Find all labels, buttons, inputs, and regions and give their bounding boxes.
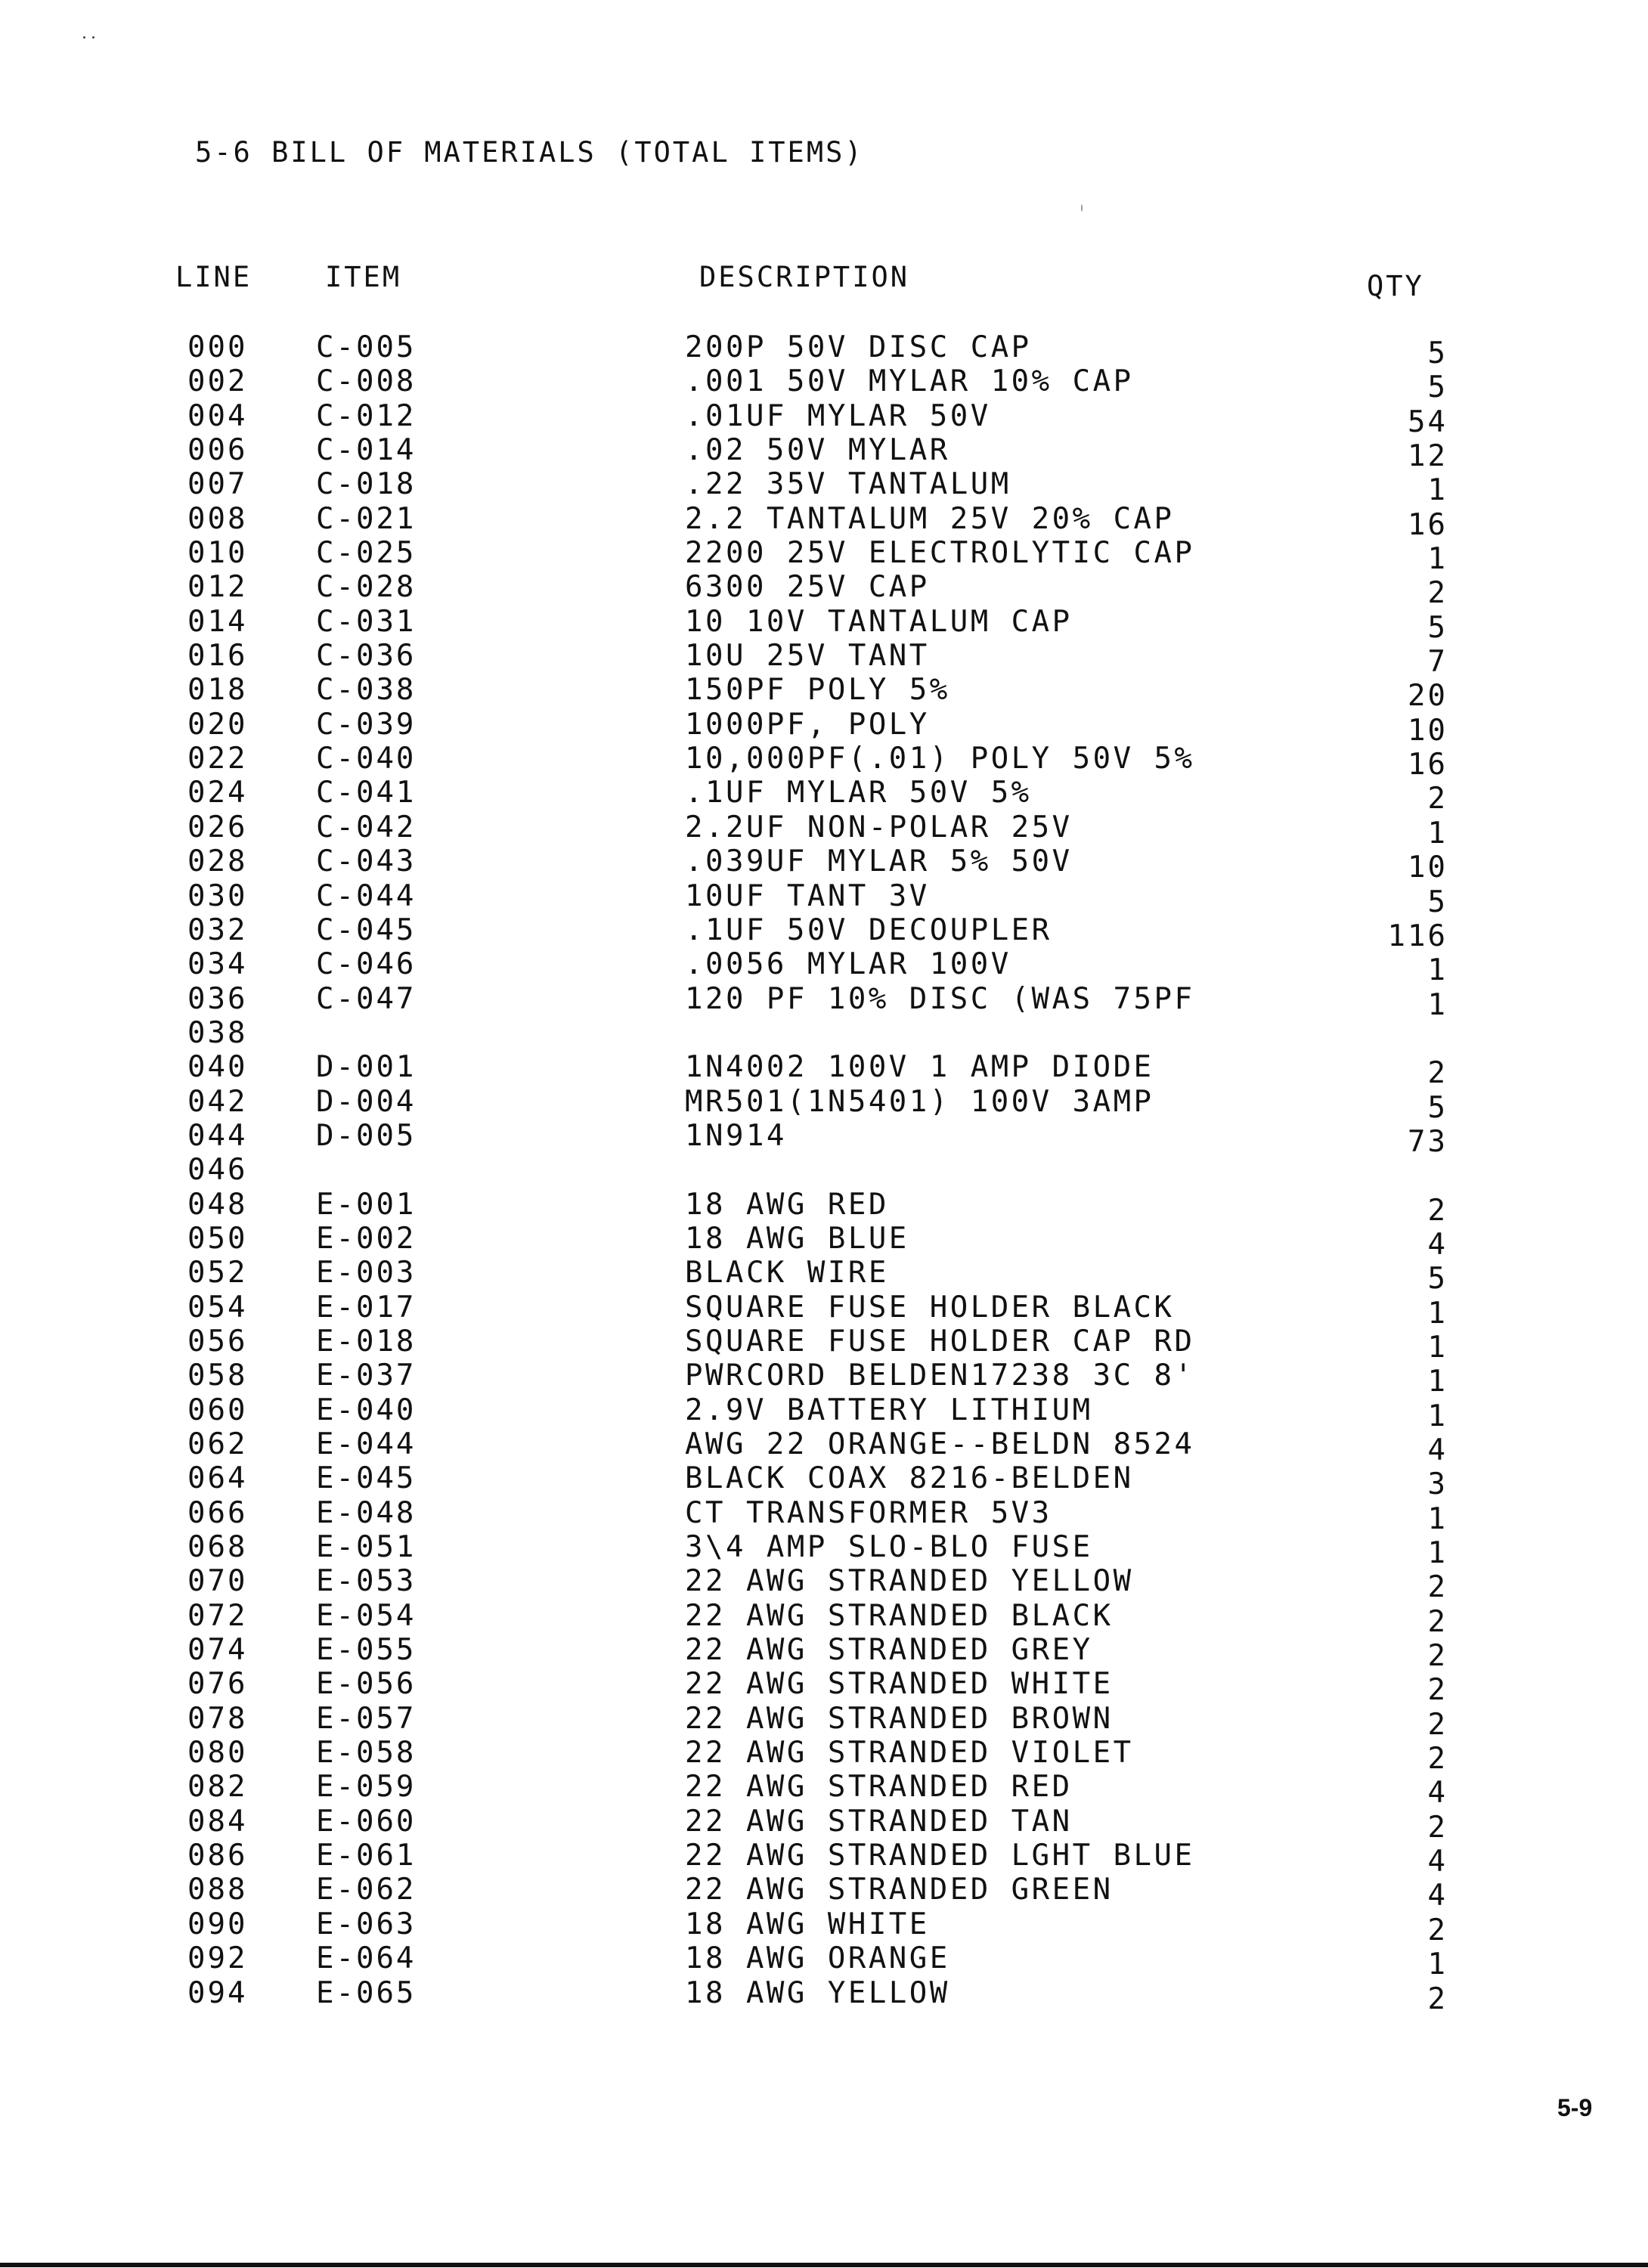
row-line-number: 054 [187,1290,248,1325]
row-description: 200P 50V DISC CAP [685,330,1032,364]
table-row [0,398,1648,439]
table-row [0,810,1648,850]
row-quantity: 1 [1427,816,1448,850]
table-row [0,707,1648,748]
row-item-code: E-003 [316,1256,417,1290]
row-line-number: 042 [187,1084,248,1119]
table-row [0,570,1648,611]
row-line-number: 072 [187,1598,248,1633]
bill-of-materials-table [0,330,1648,2016]
row-item-code: C-042 [316,810,417,844]
row-item-code: C-043 [316,844,417,879]
row-item-code: C-038 [316,673,417,708]
row-item-code: C-039 [316,707,417,742]
row-item-code: E-062 [316,1873,417,1907]
column-header-description: DESCRIPTION [699,261,910,293]
table-row [0,330,1648,370]
table-row [0,1770,1648,1811]
row-item-code: C-014 [316,433,417,468]
row-line-number: 036 [187,981,248,1016]
table-row [0,604,1648,645]
row-description: .1UF 50V DECOUPLER [685,912,1052,947]
row-item-code: E-018 [316,1324,417,1359]
row-line-number: 094 [187,1975,248,2010]
row-line-number: 024 [187,776,248,810]
row-description: BLACK WIRE [685,1256,889,1290]
row-quantity: 5 [1427,370,1448,405]
column-header-line: LINE [175,261,252,293]
row-description: .02 50V MYLAR [685,433,950,468]
row-item-code: C-018 [316,467,417,502]
row-quantity: 1 [1427,1399,1448,1433]
row-item-code: E-058 [316,1736,417,1771]
row-description: 1N4002 100V 1 AMP DIODE [685,1050,1154,1085]
row-description: SQUARE FUSE HOLDER CAP RD [685,1324,1195,1359]
row-line-number: 044 [187,1118,248,1153]
table-row [0,673,1648,714]
row-description: 6300 25V CAP [685,570,930,605]
row-line-number: 046 [187,1153,248,1188]
row-line-number: 032 [187,912,248,947]
table-row [0,1016,1648,1050]
row-item-code: C-036 [316,639,417,674]
row-quantity: 10 [1408,713,1448,748]
row-quantity: 16 [1408,748,1448,782]
row-quantity: 10 [1408,850,1448,885]
row-line-number: 002 [187,364,248,399]
row-description: 18 AWG RED [685,1187,889,1222]
row-quantity: 1 [1427,1947,1448,1982]
row-description: 3\4 AMP SLO-BLO FUSE [685,1530,1093,1565]
row-item-code: E-001 [316,1187,417,1222]
table-row [0,776,1648,816]
table-row [0,1701,1648,1742]
row-description: 10,000PF(.01) POLY 50V 5% [685,742,1195,776]
bottom-rule [0,2263,1648,2267]
table-row [0,1118,1648,1159]
row-description: 18 AWG YELLOW [685,1975,950,2010]
page-number: 5-9 [1557,2094,1593,2121]
row-quantity: 2 [1427,1810,1448,1845]
table-row [0,501,1648,542]
row-line-number: 086 [187,1839,248,1873]
column-header-item: ITEM [325,261,402,293]
row-line-number: 082 [187,1770,248,1805]
row-description: 22 AWG STRANDED BLACK [685,1598,1114,1633]
table-row [0,1187,1648,1228]
row-line-number: 050 [187,1221,248,1256]
table-row [0,1873,1648,1913]
table-row [0,1667,1648,1708]
row-description: 22 AWG STRANDED TAN [685,1804,1073,1839]
row-line-number: 080 [187,1736,248,1771]
table-row [0,1461,1648,1502]
row-quantity: 5 [1427,336,1448,370]
row-quantity: 1 [1427,1365,1448,1399]
row-quantity: 1 [1427,1536,1448,1571]
row-item-code: E-059 [316,1770,417,1805]
row-line-number: 090 [187,1907,248,1941]
row-line-number: 016 [187,639,248,674]
row-quantity: 16 [1408,507,1448,542]
row-description: .1UF MYLAR 50V 5% [685,776,1032,810]
row-quantity: 4 [1427,1433,1448,1467]
row-quantity: 1 [1427,1296,1448,1331]
row-description: .039UF MYLAR 5% 50V [685,844,1073,879]
row-quantity: 2 [1427,576,1448,611]
scan-speck [83,36,85,39]
row-line-number: 038 [187,1015,248,1050]
row-quantity: 73 [1408,1124,1448,1159]
table-row [0,1153,1648,1187]
column-header-qty: QTY [1367,270,1424,302]
row-quantity: 5 [1427,1262,1448,1297]
table-row [0,1393,1648,1433]
table-row [0,1290,1648,1331]
row-line-number: 004 [187,398,248,433]
row-line-number: 040 [187,1050,248,1085]
row-description: 18 AWG WHITE [685,1907,930,1941]
table-row [0,878,1648,919]
row-line-number: 048 [187,1187,248,1222]
row-quantity: 2 [1427,1604,1448,1639]
row-item-code: E-056 [316,1667,417,1702]
table-row [0,536,1648,577]
row-item-code: C-012 [316,398,417,433]
row-line-number: 007 [187,467,248,502]
row-line-number: 012 [187,570,248,605]
row-quantity: 4 [1427,1845,1448,1879]
row-item-code: C-031 [316,604,417,639]
row-line-number: 058 [187,1359,248,1393]
row-description: MR501(1N5401) 100V 3AMP [685,1084,1154,1119]
row-line-number: 052 [187,1256,248,1290]
row-line-number: 070 [187,1564,248,1599]
row-description: 120 PF 10% DISC (WAS 75PF [685,981,1195,1016]
row-description: 2.2 TANTALUM 25V 20% CAP [685,501,1175,536]
row-item-code: E-048 [316,1495,417,1530]
row-line-number: 034 [187,947,248,982]
row-description: 22 AWG STRANDED YELLOW [685,1564,1134,1599]
row-line-number: 060 [187,1393,248,1427]
row-description: PWRCORD BELDEN17238 3C 8' [685,1359,1195,1393]
table-row [0,742,1648,782]
table-row [0,1564,1648,1605]
row-line-number: 028 [187,844,248,879]
row-quantity: 2 [1427,1193,1448,1228]
row-line-number: 026 [187,810,248,844]
row-description: 1000PF, POLY [685,707,930,742]
row-line-number: 014 [187,604,248,639]
row-description: 10 10V TANTALUM CAP [685,604,1073,639]
row-quantity: 2 [1427,782,1448,816]
row-quantity: 2 [1427,1639,1448,1674]
row-quantity: 1 [1427,1501,1448,1536]
table-row [0,1975,1648,2016]
row-line-number: 088 [187,1873,248,1907]
table-row [0,1941,1648,1982]
row-line-number: 062 [187,1427,248,1461]
row-description: 22 AWG STRANDED WHITE [685,1667,1114,1702]
row-item-code: E-002 [316,1221,417,1256]
row-quantity: 2 [1427,1981,1448,2016]
row-description: 2200 25V ELECTROLYTIC CAP [685,536,1195,571]
row-line-number: 078 [187,1701,248,1736]
row-line-number: 006 [187,433,248,468]
row-description: 18 AWG BLUE [685,1221,909,1256]
row-item-code: C-008 [316,364,417,399]
row-item-code: E-057 [316,1701,417,1736]
row-description: 10U 25V TANT [685,639,930,674]
row-description: 22 AWG STRANDED LGHT BLUE [685,1839,1195,1873]
row-quantity: 4 [1427,1776,1448,1811]
row-description: 22 AWG STRANDED RED [685,1770,1073,1805]
table-row [0,947,1648,988]
row-quantity: 7 [1427,645,1448,680]
row-item-code: E-064 [316,1941,417,1976]
table-row [0,433,1648,474]
table-row [0,844,1648,885]
table-row [0,912,1648,953]
row-item-code: E-053 [316,1564,417,1599]
row-description: AWG 22 ORANGE--BELDN 8524 [685,1427,1195,1461]
row-item-code: C-047 [316,981,417,1016]
page-title: 5-6 BILL OF MATERIALS (TOTAL ITEMS) [195,136,864,169]
row-item-code: E-065 [316,1975,417,2010]
table-row [0,1633,1648,1674]
row-quantity: 116 [1387,919,1448,953]
row-quantity: 2 [1427,1056,1448,1091]
row-line-number: 084 [187,1804,248,1839]
row-item-code: E-037 [316,1359,417,1393]
row-description: .0056 MYLAR 100V [685,947,1011,982]
row-description: CT TRANSFORMER 5V3 [685,1495,1052,1530]
table-row [0,1221,1648,1262]
table-row [0,1256,1648,1297]
row-quantity: 1 [1427,987,1448,1022]
row-item-code: E-040 [316,1393,417,1427]
row-item-code: E-044 [316,1427,417,1461]
table-row [0,1839,1648,1879]
table-row [0,1324,1648,1365]
row-item-code: C-045 [316,912,417,947]
row-line-number: 008 [187,501,248,536]
row-description: .01UF MYLAR 50V [685,398,991,433]
row-quantity: 5 [1427,1090,1448,1125]
row-quantity: 2 [1427,1742,1448,1777]
row-description: 18 AWG ORANGE [685,1941,950,1976]
row-line-number: 092 [187,1941,248,1976]
row-description: 2.9V BATTERY LITHIUM [685,1393,1093,1427]
table-row [0,1598,1648,1639]
row-description: 22 AWG STRANDED GREY [685,1633,1093,1668]
row-description: 22 AWG STRANDED BROWN [685,1701,1114,1736]
row-description: 22 AWG STRANDED GREEN [685,1873,1114,1907]
row-item-code: C-028 [316,570,417,605]
row-quantity: 5 [1427,885,1448,919]
row-item-code: C-005 [316,330,417,364]
row-line-number: 068 [187,1530,248,1565]
row-item-code: E-054 [316,1598,417,1633]
row-quantity: 2 [1427,1570,1448,1605]
row-description: 150PF POLY 5% [685,673,950,708]
row-quantity: 1 [1427,473,1448,508]
row-description: 22 AWG STRANDED VIOLET [685,1736,1134,1771]
table-row [0,639,1648,680]
table-row [0,467,1648,508]
row-quantity: 2 [1427,1707,1448,1742]
row-line-number: 018 [187,673,248,708]
row-line-number: 074 [187,1633,248,1668]
row-item-code: D-001 [316,1050,417,1085]
table-row [0,1050,1648,1091]
table-row [0,1359,1648,1399]
table-row [0,1495,1648,1536]
row-item-code: D-004 [316,1084,417,1119]
row-quantity: 12 [1408,439,1448,474]
row-quantity: 3 [1427,1467,1448,1502]
row-quantity: 54 [1408,404,1448,439]
row-quantity: 4 [1427,1227,1448,1262]
row-description: .22 35V TANTALUM [685,467,1011,502]
row-line-number: 064 [187,1461,248,1496]
row-line-number: 020 [187,707,248,742]
row-line-number: 056 [187,1324,248,1359]
table-row [0,981,1648,1022]
row-line-number: 076 [187,1667,248,1702]
row-quantity: 5 [1427,610,1448,645]
row-item-code: C-044 [316,878,417,913]
scan-speck [92,36,94,39]
row-description: 10UF TANT 3V [685,878,930,913]
table-row [0,1084,1648,1125]
table-row [0,1907,1648,1947]
row-item-code: E-061 [316,1839,417,1873]
row-line-number: 030 [187,878,248,913]
row-line-number: 000 [187,330,248,364]
row-item-code: C-040 [316,742,417,776]
row-item-code: D-005 [316,1118,417,1153]
scan-speck [1081,204,1083,212]
row-item-code: E-017 [316,1290,417,1325]
table-row [0,1804,1648,1845]
table-row [0,1736,1648,1777]
row-quantity: 4 [1427,1879,1448,1913]
table-row [0,364,1648,405]
row-line-number: 066 [187,1495,248,1530]
row-description: 2.2UF NON-POLAR 25V [685,810,1073,844]
row-quantity: 1 [1427,542,1448,577]
row-description: .001 50V MYLAR 10% CAP [685,364,1134,399]
table-row [0,1427,1648,1467]
row-quantity: 1 [1427,1330,1448,1365]
row-item-code: E-063 [316,1907,417,1941]
row-item-code: C-041 [316,776,417,810]
row-item-code: C-021 [316,501,417,536]
row-line-number: 022 [187,742,248,776]
row-description: 1N914 [685,1118,787,1153]
table-row [0,1530,1648,1571]
row-item-code: E-055 [316,1633,417,1668]
row-item-code: E-045 [316,1461,417,1496]
row-quantity: 20 [1408,679,1448,714]
row-line-number: 010 [187,536,248,571]
row-description: SQUARE FUSE HOLDER BLACK [685,1290,1175,1325]
row-item-code: C-046 [316,947,417,982]
row-quantity: 2 [1427,1673,1448,1708]
row-item-code: E-051 [316,1530,417,1565]
row-item-code: C-025 [316,536,417,571]
row-description: BLACK COAX 8216-BELDEN [685,1461,1134,1496]
row-quantity: 2 [1427,1913,1448,1947]
row-quantity: 1 [1427,953,1448,988]
row-item-code: E-060 [316,1804,417,1839]
